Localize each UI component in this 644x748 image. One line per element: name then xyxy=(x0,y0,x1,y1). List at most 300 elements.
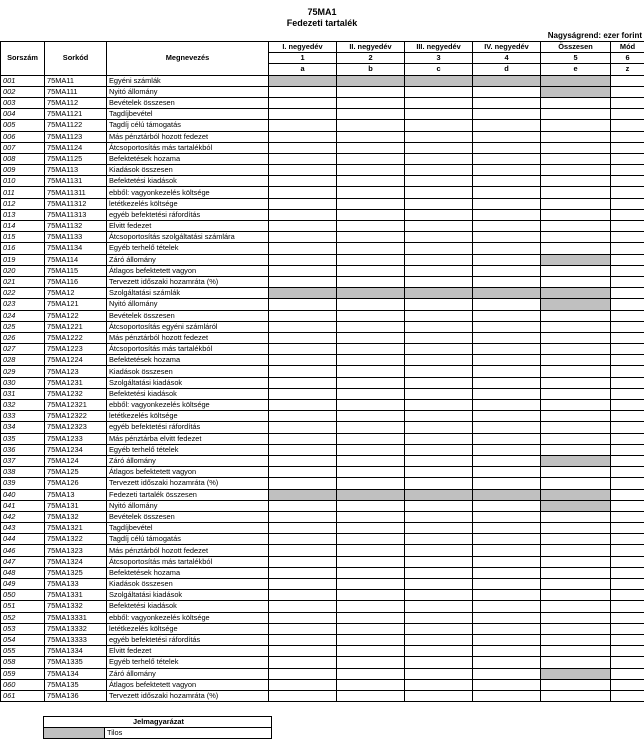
value-cell[interactable] xyxy=(541,545,611,556)
value-cell[interactable] xyxy=(337,299,405,310)
value-cell[interactable] xyxy=(611,75,644,86)
value-cell[interactable] xyxy=(337,444,405,455)
value-cell[interactable] xyxy=(405,444,473,455)
value-cell[interactable] xyxy=(269,556,337,567)
value-cell[interactable] xyxy=(473,455,541,466)
value-cell[interactable] xyxy=(473,500,541,511)
value-cell[interactable] xyxy=(473,534,541,545)
value-cell[interactable] xyxy=(337,433,405,444)
value-cell[interactable] xyxy=(405,668,473,679)
value-cell[interactable] xyxy=(473,556,541,567)
value-cell[interactable] xyxy=(337,623,405,634)
value-cell[interactable] xyxy=(337,310,405,321)
value-cell[interactable] xyxy=(611,276,644,287)
value-cell[interactable] xyxy=(611,265,644,276)
value-cell[interactable] xyxy=(405,97,473,108)
value-cell[interactable] xyxy=(405,400,473,411)
value-cell[interactable] xyxy=(337,142,405,153)
value-cell[interactable] xyxy=(269,299,337,310)
value-cell[interactable] xyxy=(473,411,541,422)
value-cell[interactable] xyxy=(269,254,337,265)
value-cell[interactable] xyxy=(405,209,473,220)
value-cell[interactable] xyxy=(611,332,644,343)
value-cell[interactable] xyxy=(337,567,405,578)
value-cell[interactable] xyxy=(541,120,611,131)
value-cell[interactable] xyxy=(269,523,337,534)
value-cell[interactable] xyxy=(337,176,405,187)
value-cell[interactable] xyxy=(269,612,337,623)
value-cell[interactable] xyxy=(269,388,337,399)
value-cell[interactable] xyxy=(405,221,473,232)
value-cell[interactable] xyxy=(473,523,541,534)
value-cell[interactable] xyxy=(541,467,611,478)
value-cell[interactable] xyxy=(269,276,337,287)
value-cell[interactable] xyxy=(473,567,541,578)
value-cell[interactable] xyxy=(269,579,337,590)
value-cell[interactable] xyxy=(405,388,473,399)
value-cell[interactable] xyxy=(541,590,611,601)
value-cell[interactable] xyxy=(269,355,337,366)
value-cell[interactable] xyxy=(405,567,473,578)
value-cell[interactable] xyxy=(337,690,405,701)
value-cell[interactable] xyxy=(269,209,337,220)
value-cell[interactable] xyxy=(611,657,644,668)
value-cell[interactable] xyxy=(611,86,644,97)
value-cell[interactable] xyxy=(473,142,541,153)
value-cell[interactable] xyxy=(473,243,541,254)
value-cell[interactable] xyxy=(541,321,611,332)
value-cell[interactable] xyxy=(337,545,405,556)
value-cell[interactable] xyxy=(541,511,611,522)
value-cell[interactable] xyxy=(611,221,644,232)
value-cell[interactable] xyxy=(269,411,337,422)
value-cell[interactable] xyxy=(269,534,337,545)
value-cell[interactable] xyxy=(269,444,337,455)
value-cell[interactable] xyxy=(473,355,541,366)
value-cell[interactable] xyxy=(269,455,337,466)
value-cell[interactable] xyxy=(405,377,473,388)
value-cell[interactable] xyxy=(541,634,611,645)
value-cell[interactable] xyxy=(337,511,405,522)
value-cell[interactable] xyxy=(405,511,473,522)
value-cell[interactable] xyxy=(337,388,405,399)
value-cell[interactable] xyxy=(473,377,541,388)
value-cell[interactable] xyxy=(337,276,405,287)
value-cell[interactable] xyxy=(611,690,644,701)
value-cell[interactable] xyxy=(611,165,644,176)
value-cell[interactable] xyxy=(541,243,611,254)
value-cell[interactable] xyxy=(541,579,611,590)
value-cell[interactable] xyxy=(473,97,541,108)
value-cell[interactable] xyxy=(473,612,541,623)
value-cell[interactable] xyxy=(541,377,611,388)
value-cell[interactable] xyxy=(337,209,405,220)
value-cell[interactable] xyxy=(473,444,541,455)
value-cell[interactable] xyxy=(405,478,473,489)
value-cell[interactable] xyxy=(541,679,611,690)
value-cell[interactable] xyxy=(337,377,405,388)
value-cell[interactable] xyxy=(541,332,611,343)
value-cell[interactable] xyxy=(337,422,405,433)
value-cell[interactable] xyxy=(269,657,337,668)
value-cell[interactable] xyxy=(269,646,337,657)
value-cell[interactable] xyxy=(405,366,473,377)
value-cell[interactable] xyxy=(473,109,541,120)
value-cell[interactable] xyxy=(611,590,644,601)
value-cell[interactable] xyxy=(405,310,473,321)
value-cell[interactable] xyxy=(473,232,541,243)
value-cell[interactable] xyxy=(473,221,541,232)
value-cell[interactable] xyxy=(405,601,473,612)
value-cell[interactable] xyxy=(611,601,644,612)
value-cell[interactable] xyxy=(405,109,473,120)
value-cell[interactable] xyxy=(337,590,405,601)
value-cell[interactable] xyxy=(337,579,405,590)
value-cell[interactable] xyxy=(611,198,644,209)
value-cell[interactable] xyxy=(541,176,611,187)
value-cell[interactable] xyxy=(611,455,644,466)
value-cell[interactable] xyxy=(611,556,644,567)
value-cell[interactable] xyxy=(337,243,405,254)
value-cell[interactable] xyxy=(405,534,473,545)
value-cell[interactable] xyxy=(405,355,473,366)
value-cell[interactable] xyxy=(541,411,611,422)
value-cell[interactable] xyxy=(405,467,473,478)
value-cell[interactable] xyxy=(473,657,541,668)
value-cell[interactable] xyxy=(541,97,611,108)
value-cell[interactable] xyxy=(611,646,644,657)
value-cell[interactable] xyxy=(541,422,611,433)
value-cell[interactable] xyxy=(337,556,405,567)
value-cell[interactable] xyxy=(269,400,337,411)
value-cell[interactable] xyxy=(269,467,337,478)
value-cell[interactable] xyxy=(611,254,644,265)
value-cell[interactable] xyxy=(541,131,611,142)
value-cell[interactable] xyxy=(269,243,337,254)
value-cell[interactable] xyxy=(269,165,337,176)
value-cell[interactable] xyxy=(611,131,644,142)
value-cell[interactable] xyxy=(473,310,541,321)
value-cell[interactable] xyxy=(473,388,541,399)
value-cell[interactable] xyxy=(611,668,644,679)
value-cell[interactable] xyxy=(611,288,644,299)
value-cell[interactable] xyxy=(473,579,541,590)
value-cell[interactable] xyxy=(473,165,541,176)
value-cell[interactable] xyxy=(337,131,405,142)
value-cell[interactable] xyxy=(541,265,611,276)
value-cell[interactable] xyxy=(405,86,473,97)
value-cell[interactable] xyxy=(611,612,644,623)
value-cell[interactable] xyxy=(473,120,541,131)
value-cell[interactable] xyxy=(611,388,644,399)
value-cell[interactable] xyxy=(473,668,541,679)
value-cell[interactable] xyxy=(473,254,541,265)
value-cell[interactable] xyxy=(611,243,644,254)
value-cell[interactable] xyxy=(269,142,337,153)
value-cell[interactable] xyxy=(269,634,337,645)
value-cell[interactable] xyxy=(611,153,644,164)
value-cell[interactable] xyxy=(473,690,541,701)
value-cell[interactable] xyxy=(269,601,337,612)
value-cell[interactable] xyxy=(541,232,611,243)
value-cell[interactable] xyxy=(541,198,611,209)
value-cell[interactable] xyxy=(473,321,541,332)
value-cell[interactable] xyxy=(611,523,644,534)
value-cell[interactable] xyxy=(541,142,611,153)
value-cell[interactable] xyxy=(337,355,405,366)
value-cell[interactable] xyxy=(611,344,644,355)
value-cell[interactable] xyxy=(541,444,611,455)
value-cell[interactable] xyxy=(337,612,405,623)
value-cell[interactable] xyxy=(541,153,611,164)
value-cell[interactable] xyxy=(473,153,541,164)
value-cell[interactable] xyxy=(269,590,337,601)
value-cell[interactable] xyxy=(405,165,473,176)
value-cell[interactable] xyxy=(473,176,541,187)
value-cell[interactable] xyxy=(541,690,611,701)
value-cell[interactable] xyxy=(611,679,644,690)
value-cell[interactable] xyxy=(405,679,473,690)
value-cell[interactable] xyxy=(269,221,337,232)
value-cell[interactable] xyxy=(611,310,644,321)
value-cell[interactable] xyxy=(541,523,611,534)
value-cell[interactable] xyxy=(473,86,541,97)
value-cell[interactable] xyxy=(337,657,405,668)
value-cell[interactable] xyxy=(269,153,337,164)
value-cell[interactable] xyxy=(611,422,644,433)
value-cell[interactable] xyxy=(269,511,337,522)
value-cell[interactable] xyxy=(611,545,644,556)
value-cell[interactable] xyxy=(405,646,473,657)
value-cell[interactable] xyxy=(269,120,337,131)
value-cell[interactable] xyxy=(611,623,644,634)
value-cell[interactable] xyxy=(269,500,337,511)
value-cell[interactable] xyxy=(405,243,473,254)
value-cell[interactable] xyxy=(405,265,473,276)
value-cell[interactable] xyxy=(269,567,337,578)
value-cell[interactable] xyxy=(337,366,405,377)
value-cell[interactable] xyxy=(405,254,473,265)
value-cell[interactable] xyxy=(337,332,405,343)
value-cell[interactable] xyxy=(337,679,405,690)
value-cell[interactable] xyxy=(541,646,611,657)
value-cell[interactable] xyxy=(611,176,644,187)
value-cell[interactable] xyxy=(611,489,644,500)
value-cell[interactable] xyxy=(473,332,541,343)
value-cell[interactable] xyxy=(337,153,405,164)
value-cell[interactable] xyxy=(269,623,337,634)
value-cell[interactable] xyxy=(269,109,337,120)
value-cell[interactable] xyxy=(541,165,611,176)
value-cell[interactable] xyxy=(611,142,644,153)
value-cell[interactable] xyxy=(541,534,611,545)
value-cell[interactable] xyxy=(611,232,644,243)
value-cell[interactable] xyxy=(473,400,541,411)
value-cell[interactable] xyxy=(473,646,541,657)
value-cell[interactable] xyxy=(473,366,541,377)
value-cell[interactable] xyxy=(337,232,405,243)
value-cell[interactable] xyxy=(541,433,611,444)
value-cell[interactable] xyxy=(337,187,405,198)
value-cell[interactable] xyxy=(611,97,644,108)
value-cell[interactable] xyxy=(337,254,405,265)
value-cell[interactable] xyxy=(473,601,541,612)
value-cell[interactable] xyxy=(269,478,337,489)
value-cell[interactable] xyxy=(405,455,473,466)
value-cell[interactable] xyxy=(269,366,337,377)
value-cell[interactable] xyxy=(473,187,541,198)
value-cell[interactable] xyxy=(269,265,337,276)
value-cell[interactable] xyxy=(611,511,644,522)
value-cell[interactable] xyxy=(337,523,405,534)
value-cell[interactable] xyxy=(611,321,644,332)
value-cell[interactable] xyxy=(269,668,337,679)
value-cell[interactable] xyxy=(541,366,611,377)
value-cell[interactable] xyxy=(611,467,644,478)
value-cell[interactable] xyxy=(473,634,541,645)
value-cell[interactable] xyxy=(541,657,611,668)
value-cell[interactable] xyxy=(269,131,337,142)
value-cell[interactable] xyxy=(473,511,541,522)
value-cell[interactable] xyxy=(473,209,541,220)
value-cell[interactable] xyxy=(541,478,611,489)
value-cell[interactable] xyxy=(541,310,611,321)
value-cell[interactable] xyxy=(611,433,644,444)
value-cell[interactable] xyxy=(405,500,473,511)
value-cell[interactable] xyxy=(541,209,611,220)
value-cell[interactable] xyxy=(611,109,644,120)
value-cell[interactable] xyxy=(405,276,473,287)
value-cell[interactable] xyxy=(337,321,405,332)
value-cell[interactable] xyxy=(473,467,541,478)
value-cell[interactable] xyxy=(337,455,405,466)
value-cell[interactable] xyxy=(611,377,644,388)
value-cell[interactable] xyxy=(405,332,473,343)
value-cell[interactable] xyxy=(269,332,337,343)
value-cell[interactable] xyxy=(269,198,337,209)
value-cell[interactable] xyxy=(611,366,644,377)
value-cell[interactable] xyxy=(405,612,473,623)
value-cell[interactable] xyxy=(405,142,473,153)
value-cell[interactable] xyxy=(611,299,644,310)
value-cell[interactable] xyxy=(611,400,644,411)
value-cell[interactable] xyxy=(473,679,541,690)
value-cell[interactable] xyxy=(405,411,473,422)
value-cell[interactable] xyxy=(405,120,473,131)
value-cell[interactable] xyxy=(337,646,405,657)
value-cell[interactable] xyxy=(269,310,337,321)
value-cell[interactable] xyxy=(611,355,644,366)
value-cell[interactable] xyxy=(337,500,405,511)
value-cell[interactable] xyxy=(541,556,611,567)
value-cell[interactable] xyxy=(269,545,337,556)
value-cell[interactable] xyxy=(611,411,644,422)
value-cell[interactable] xyxy=(405,153,473,164)
value-cell[interactable] xyxy=(473,265,541,276)
value-cell[interactable] xyxy=(611,120,644,131)
value-cell[interactable] xyxy=(269,86,337,97)
value-cell[interactable] xyxy=(337,411,405,422)
value-cell[interactable] xyxy=(541,109,611,120)
value-cell[interactable] xyxy=(611,209,644,220)
value-cell[interactable] xyxy=(611,579,644,590)
value-cell[interactable] xyxy=(611,444,644,455)
value-cell[interactable] xyxy=(269,321,337,332)
value-cell[interactable] xyxy=(473,344,541,355)
value-cell[interactable] xyxy=(405,634,473,645)
value-cell[interactable] xyxy=(473,198,541,209)
value-cell[interactable] xyxy=(611,634,644,645)
value-cell[interactable] xyxy=(541,601,611,612)
value-cell[interactable] xyxy=(269,422,337,433)
value-cell[interactable] xyxy=(541,221,611,232)
value-cell[interactable] xyxy=(611,187,644,198)
value-cell[interactable] xyxy=(405,299,473,310)
value-cell[interactable] xyxy=(337,109,405,120)
value-cell[interactable] xyxy=(405,321,473,332)
value-cell[interactable] xyxy=(405,623,473,634)
value-cell[interactable] xyxy=(405,198,473,209)
value-cell[interactable] xyxy=(541,355,611,366)
value-cell[interactable] xyxy=(337,97,405,108)
value-cell[interactable] xyxy=(337,265,405,276)
value-cell[interactable] xyxy=(405,344,473,355)
value-cell[interactable] xyxy=(405,232,473,243)
value-cell[interactable] xyxy=(611,567,644,578)
value-cell[interactable] xyxy=(541,344,611,355)
value-cell[interactable] xyxy=(473,131,541,142)
value-cell[interactable] xyxy=(405,657,473,668)
value-cell[interactable] xyxy=(337,634,405,645)
value-cell[interactable] xyxy=(541,388,611,399)
value-cell[interactable] xyxy=(269,187,337,198)
value-cell[interactable] xyxy=(337,120,405,131)
value-cell[interactable] xyxy=(269,97,337,108)
value-cell[interactable] xyxy=(473,276,541,287)
value-cell[interactable] xyxy=(473,478,541,489)
value-cell[interactable] xyxy=(337,198,405,209)
value-cell[interactable] xyxy=(541,623,611,634)
value-cell[interactable] xyxy=(473,433,541,444)
value-cell[interactable] xyxy=(337,344,405,355)
value-cell[interactable] xyxy=(269,690,337,701)
value-cell[interactable] xyxy=(269,679,337,690)
value-cell[interactable] xyxy=(473,299,541,310)
value-cell[interactable] xyxy=(611,478,644,489)
value-cell[interactable] xyxy=(405,523,473,534)
value-cell[interactable] xyxy=(473,545,541,556)
value-cell[interactable] xyxy=(337,467,405,478)
value-cell[interactable] xyxy=(337,165,405,176)
value-cell[interactable] xyxy=(269,232,337,243)
value-cell[interactable] xyxy=(541,187,611,198)
value-cell[interactable] xyxy=(405,433,473,444)
value-cell[interactable] xyxy=(473,422,541,433)
value-cell[interactable] xyxy=(541,612,611,623)
value-cell[interactable] xyxy=(405,590,473,601)
value-cell[interactable] xyxy=(269,344,337,355)
value-cell[interactable] xyxy=(337,668,405,679)
value-cell[interactable] xyxy=(269,433,337,444)
value-cell[interactable] xyxy=(405,176,473,187)
value-cell[interactable] xyxy=(611,534,644,545)
value-cell[interactable] xyxy=(269,176,337,187)
value-cell[interactable] xyxy=(473,623,541,634)
value-cell[interactable] xyxy=(337,601,405,612)
value-cell[interactable] xyxy=(405,187,473,198)
value-cell[interactable] xyxy=(405,579,473,590)
value-cell[interactable] xyxy=(269,377,337,388)
